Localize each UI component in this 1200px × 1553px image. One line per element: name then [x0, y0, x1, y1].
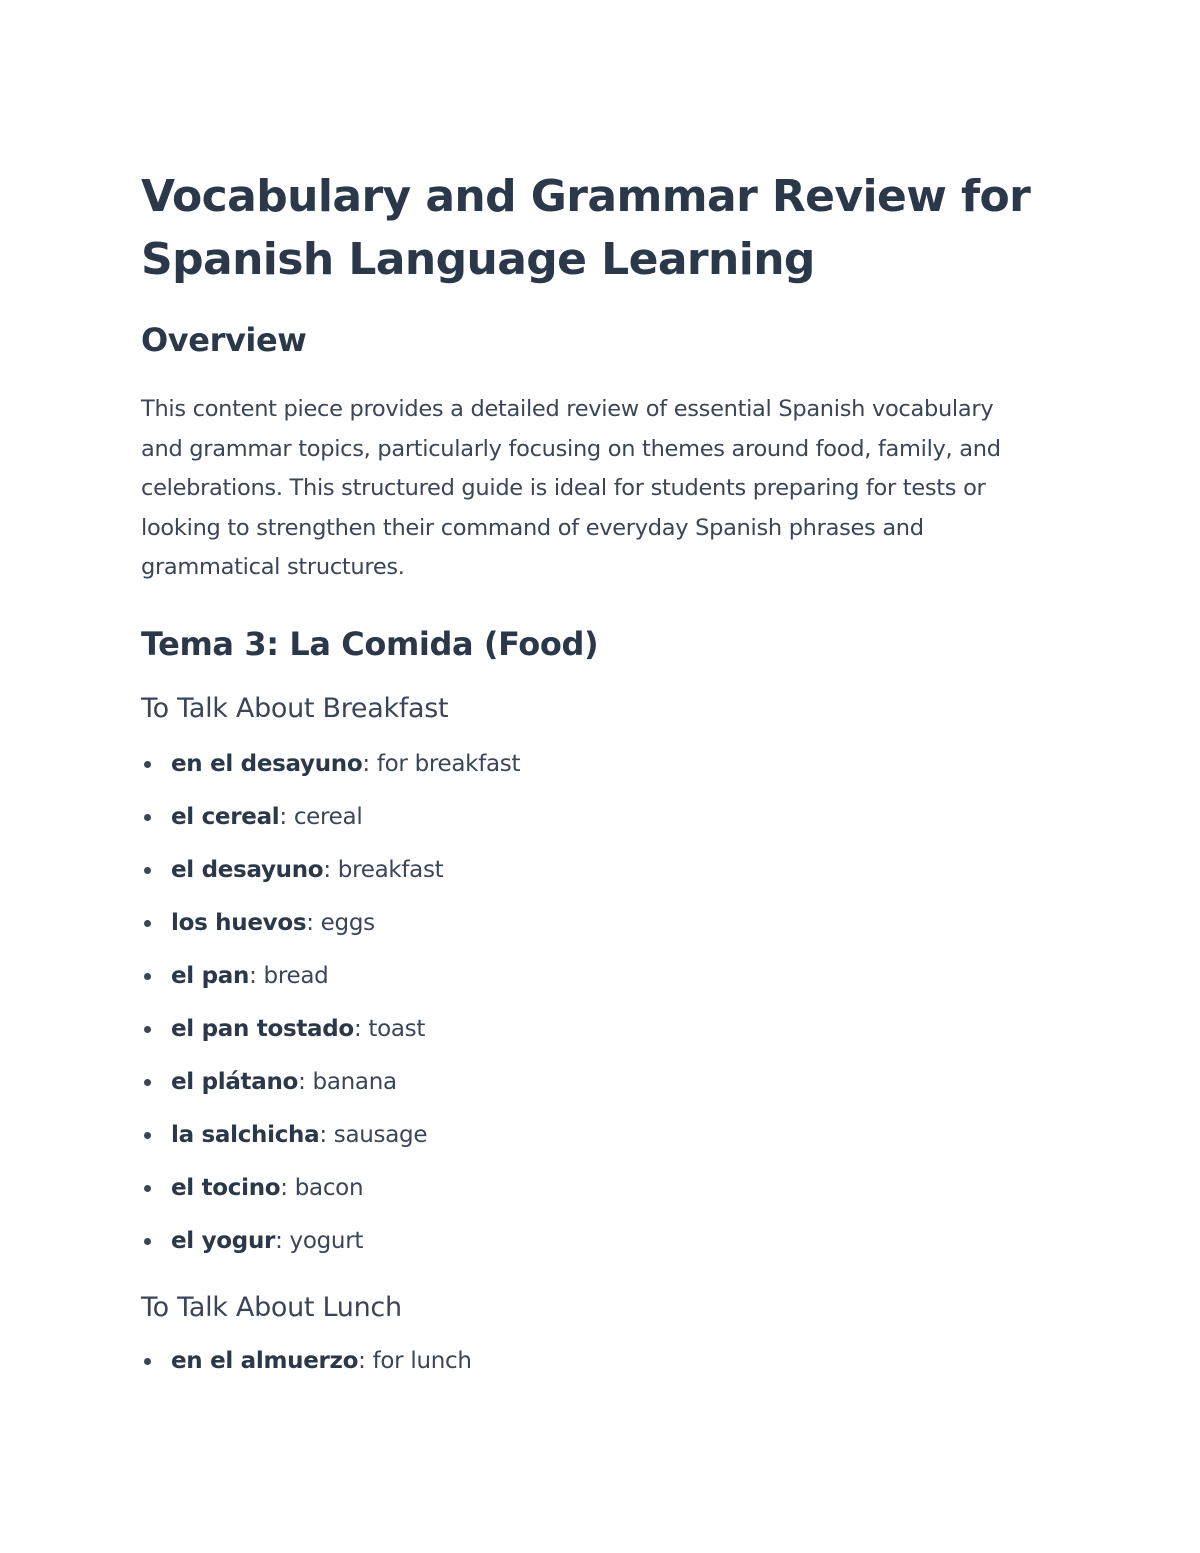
vocab-item: [141, 1067, 1041, 1120]
vocab-term: el cereal: [171, 803, 280, 830]
vocab-definition: : bacon: [280, 1174, 364, 1201]
bullet-icon: [144, 1358, 151, 1365]
vocab-definition: : banana: [298, 1068, 397, 1095]
bullet-icon: [144, 1185, 151, 1192]
vocab-item: [141, 1226, 1041, 1279]
vocab-term: el tocino: [171, 1174, 281, 1201]
vocab-term: en el desayuno: [171, 750, 363, 777]
vocab-definition: : for breakfast: [362, 750, 521, 777]
vocab-item: [141, 1120, 1041, 1173]
bullet-icon: [144, 1132, 151, 1139]
vocab-definition: : toast: [353, 1015, 426, 1042]
vocab-definition: : sausage: [319, 1121, 428, 1148]
lunch-vocab-list: [141, 1346, 1041, 1399]
bullet-icon: [144, 1026, 151, 1033]
vocab-item: [141, 749, 1041, 802]
vocab-term: el plátano: [171, 1068, 299, 1095]
breakfast-subheading: To Talk About Breakfast: [141, 692, 449, 724]
vocab-definition: : for lunch: [358, 1347, 472, 1374]
overview-heading: Overview: [141, 321, 307, 359]
vocab-item: [141, 1346, 1041, 1399]
bullet-icon: [144, 867, 151, 874]
bullet-icon: [144, 920, 151, 927]
vocab-term: el pan tostado: [171, 1015, 354, 1042]
bullet-icon: [144, 973, 151, 980]
vocab-definition: : breakfast: [323, 856, 444, 883]
bullet-icon: [144, 1238, 151, 1245]
lunch-subheading: To Talk About Lunch: [141, 1291, 402, 1323]
breakfast-vocab-list: [141, 749, 1041, 1279]
vocab-definition: : yogurt: [275, 1227, 364, 1254]
vocab-definition: : cereal: [279, 803, 363, 830]
vocab-term: la salchicha: [171, 1121, 320, 1148]
vocab-definition: : bread: [249, 962, 329, 989]
tema-3-heading: Tema 3: La Comida (Food): [141, 624, 599, 663]
vocab-item: [141, 1173, 1041, 1226]
bullet-icon: [144, 814, 151, 821]
vocab-term: el pan: [171, 962, 250, 989]
vocab-term: los huevos: [171, 909, 307, 936]
vocab-definition: : eggs: [306, 909, 375, 936]
document-title: Vocabulary and Grammar Review for Spanish Language Learning: [141, 171, 1031, 285]
vocab-item: [141, 855, 1041, 908]
vocab-term: el desayuno: [171, 856, 324, 883]
bullet-icon: [144, 761, 151, 768]
vocab-item: [141, 1014, 1041, 1067]
overview-paragraph: This content piece provides a detailed review of essential Spanish vocabulary and grammar topics, particularly focusing on themes around food, family, and celebrations. This structured guide is ideal for students preparing for tests or looking to strengthen their command of everyday Spanish phrases and grammatical structures.: [141, 396, 1001, 580]
vocab-item: [141, 961, 1041, 1014]
vocab-term: en el almuerzo: [171, 1347, 359, 1374]
document-page: [141, 165, 1041, 1399]
vocab-item: [141, 802, 1041, 855]
vocab-item: [141, 908, 1041, 961]
bullet-icon: [144, 1079, 151, 1086]
vocab-term: el yogur: [171, 1227, 276, 1254]
